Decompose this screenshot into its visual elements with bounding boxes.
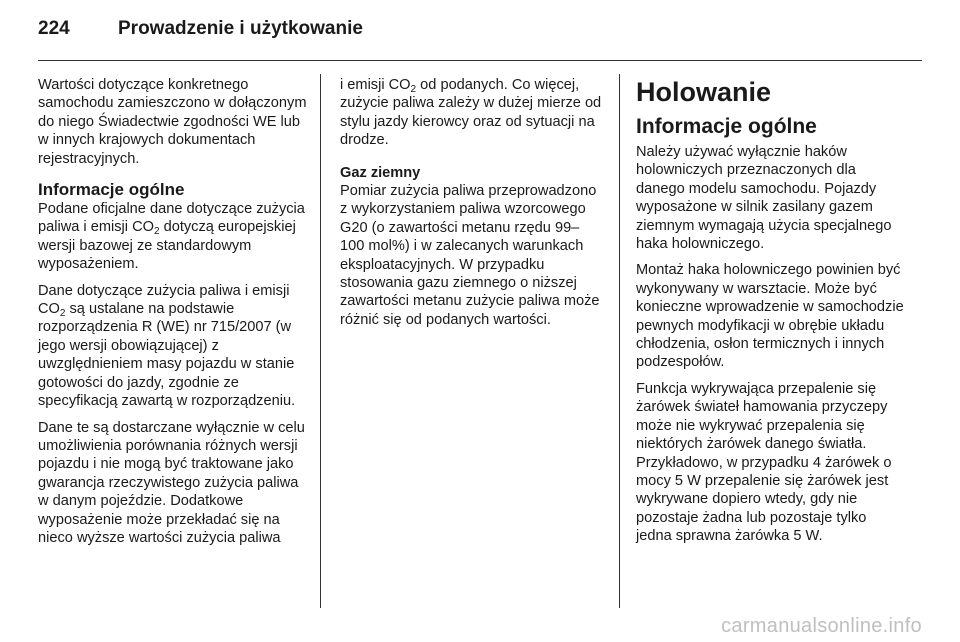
paragraph: i emisji $CO_2$ od podanych. Co więcej, zużycie paliwa zależy w dużej mierze od stylu jazdy kierowcy oraz od sytuacji na drodze.	[340, 77, 602, 149]
paragraph: Dane te są dostarczane wyłącznie w celu umożliwienia porównania różnych wersji pojazdu i nie mogą być traktowane jako gwarancja rzeczywistego zużycia paliwa w danym pojeździe. Dodatkowe wyposażenie może przekładać się na nieco wyższe wartości zużycia paliwa	[38, 419, 305, 546]
chapter-title: Holowanie	[636, 77, 772, 107]
column-1	[38, 76, 308, 555]
paragraph: Wartości dotyczące konkretnego samochodu zamieszczono w dołączonym do niego Świadectwie zgodności WE lub w innych krajowych dokumentach rejestracyjnych.	[38, 77, 307, 167]
paragraph: Montaż haka holowniczego powinien być wykonywany w warsztacie. Może być konieczne wprowadzenie w samochodzie pewnych modyfikacji w obrębie układu chłodzenia, osłon termicznych i innych podzespołów.	[636, 262, 904, 371]
page-number: 224	[38, 18, 70, 39]
header-rule	[38, 60, 922, 61]
column-divider	[320, 74, 321, 608]
paragraph: Pomiar zużycia paliwa przeprowadzono z wykorzystaniem paliwa wzorcowego G20 (o zawartości metanu rzędu 99–100 mol%) i w zalecanych warunkach eksploatacyjnych. W przypadku stosowania gazu ziemnego o niższej zawartości metanu zużycie paliwa może różnić się od podanych wartości.	[340, 183, 600, 328]
paragraph: Funkcja wykrywająca przepalenie się żarówek świateł hamowania przyczepy może nie wykrywać przepalenia się niektórych żarówek danego światła. Przykładowo, w przypadku 4 żarówek o mocy 5 W przepalenie się żarówek jest wykrywane dopiero wtedy, gdy nie pozostaje żadna lub pozostaje tylko jedna sprawna żarówka 5 W.	[636, 380, 892, 545]
section-heading: Informacje ogólne	[636, 115, 817, 138]
paragraph: Dane dotyczące zużycia paliwa i emisji $CO_2$ są ustalane na podstawie rozporządzenia R (WE) nr 715/2007 (w jego wersji obowiązującej) z uwzględnieniem masy pojazdu w stanie gotowości do jazdy, zgodnie ze specyfikacją zawartą w rozporządzeniu.	[38, 282, 296, 410]
watermark: carmanualsonline.info	[721, 615, 922, 637]
page-title: Prowadzenie i użytkowanie	[118, 18, 363, 39]
column-2	[340, 76, 602, 337]
page-header	[38, 18, 363, 40]
paragraph: Należy używać wyłącznie haków holowniczych przeznaczonych dla danego modelu samochodu. Pojazdy wyposażone w silnik zasilany gazem ziemnym wymagają użycia specjalnego haka holowniczego.	[636, 144, 892, 253]
paragraph: Podane oficjalne dane dotyczące zużycia paliwa i emisji $CO_2$ dotyczą europejskiej wersji bazowej ze standardowym wyposażeniem.	[38, 201, 305, 273]
column-3	[636, 76, 906, 554]
section-heading: Informacje ogólne	[38, 180, 185, 200]
column-divider	[619, 74, 620, 608]
section-heading: Gaz ziemny	[340, 164, 421, 181]
